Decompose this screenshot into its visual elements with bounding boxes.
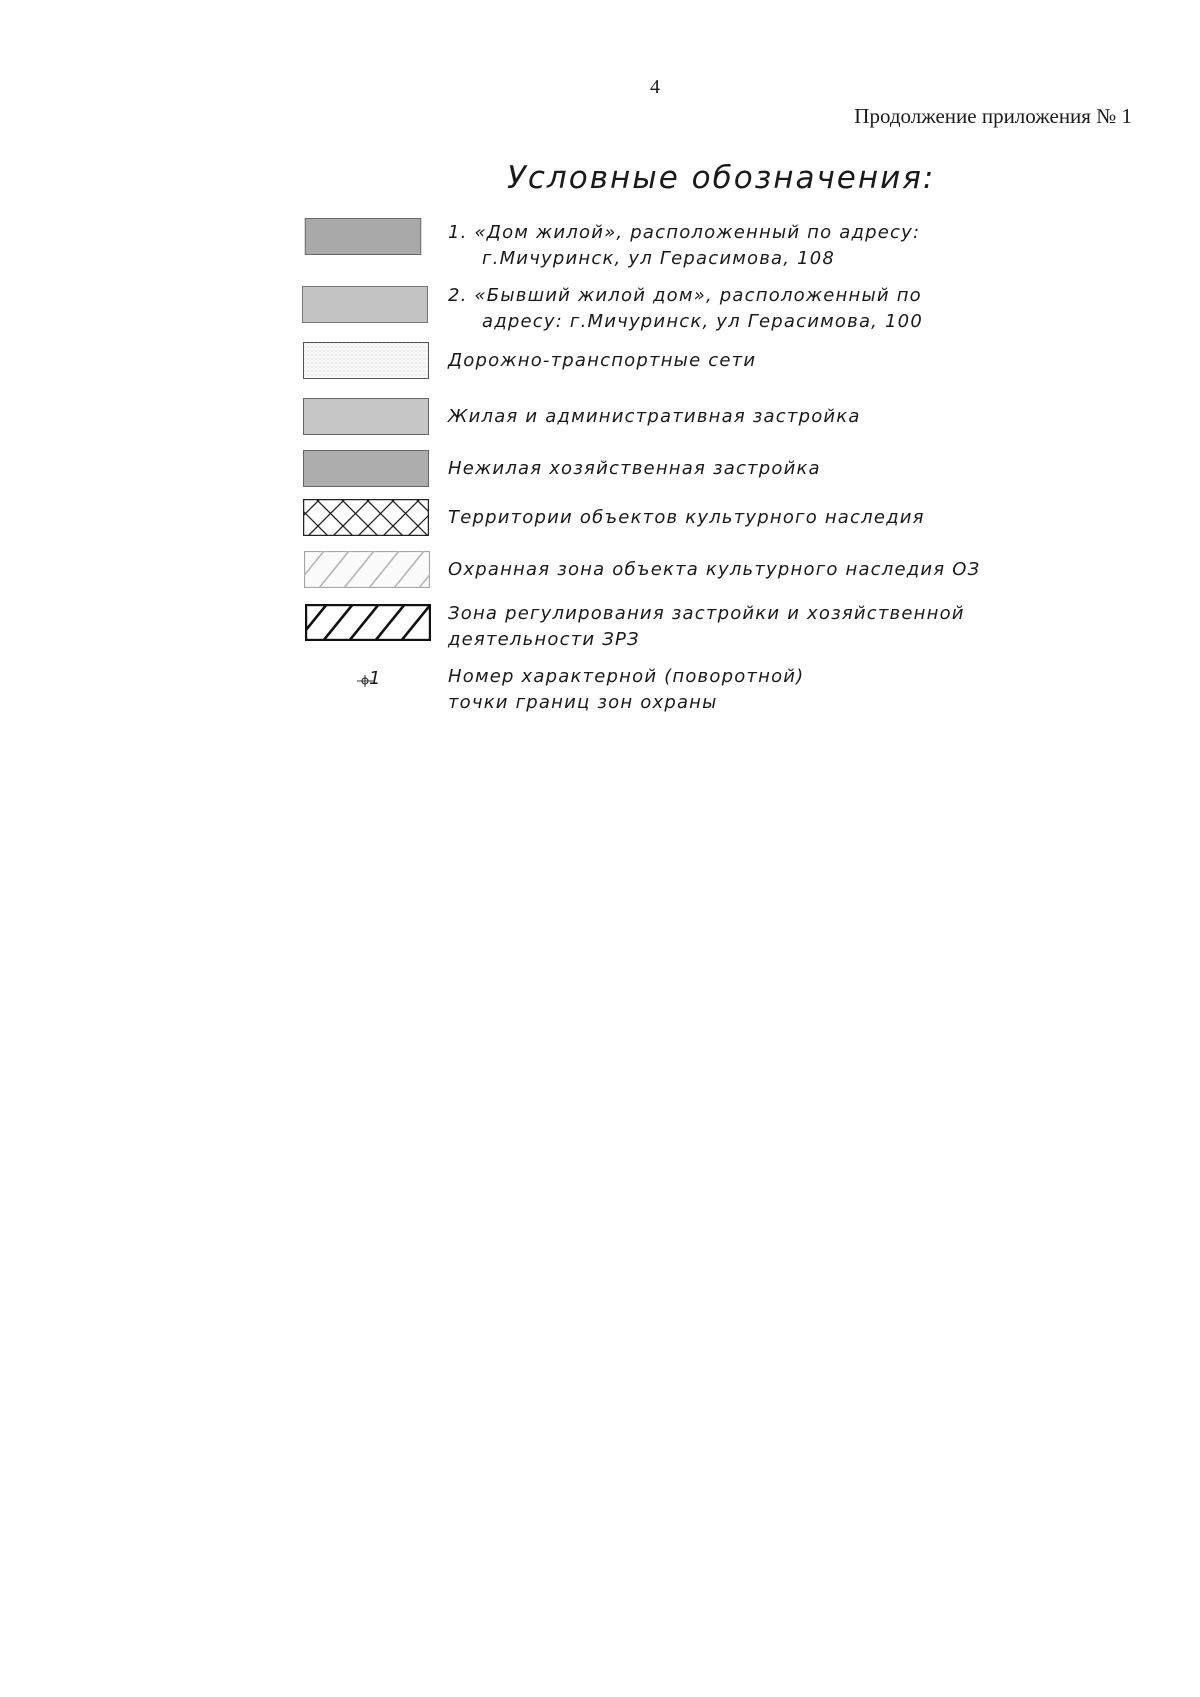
legend-item-1-line2: г.Мичуринск, ул Герасимова, 108 bbox=[482, 248, 836, 269]
legend-text-turning-point bbox=[448, 664, 804, 716]
legend-swatch-roads bbox=[303, 342, 429, 379]
legend-text-nonresidential: Нежилая хозяйственная застройка bbox=[448, 458, 821, 479]
legend-item-1-line1: «Дом жилой», расположенный по адресу: bbox=[474, 222, 921, 243]
legend-swatch-nonresidential bbox=[303, 450, 429, 487]
legend-item-2-number: 2. bbox=[448, 285, 468, 306]
page-number: 4 bbox=[650, 76, 660, 98]
legend-item-9-line1: Номер характерной (поворотной) bbox=[448, 666, 805, 687]
legend-text-cultural-heritage: Территории объектов культурного наследия bbox=[448, 507, 925, 528]
legend-item-8-line1: Зона регулирования застройки и хозяйственной bbox=[448, 603, 965, 624]
legend-swatch-byvshiy-dom bbox=[302, 286, 428, 323]
legend-text-residential: Жилая и административная застройка bbox=[448, 406, 861, 427]
continuation-heading: Продолжение приложения № 1 bbox=[854, 104, 1132, 128]
legend-item-9-line2: точки границ зон охраны bbox=[448, 692, 718, 713]
legend-item-2-line2: адресу: г.Мичуринск, ул Герасимова, 100 bbox=[482, 311, 923, 332]
turning-point-label: 1 bbox=[369, 668, 381, 689]
legend-item-8-line2: деятельности ЗРЗ bbox=[448, 629, 640, 650]
legend-text-roads: Дорожно-транспортные сети bbox=[448, 350, 757, 371]
legend-item-1-number: 1. bbox=[448, 222, 468, 243]
legend-swatch-dom-zhiloy bbox=[300, 218, 426, 255]
legend-swatch-cultural-heritage bbox=[303, 499, 429, 536]
legend-text-item-1 bbox=[448, 220, 920, 272]
legend-swatch-protection-zone bbox=[304, 551, 430, 588]
legend-swatch-regulation-zone bbox=[305, 604, 431, 641]
legend-text-protection-zone: Охранная зона объекта культурного наследия ОЗ bbox=[448, 559, 981, 580]
legend-text-regulation-zone bbox=[448, 601, 965, 653]
legend-text-item-2 bbox=[448, 283, 923, 335]
legend-item-2-line1: «Бывший жилой дом», расположенный по bbox=[474, 285, 922, 306]
legend-title: Условные обозначения: bbox=[507, 160, 936, 196]
legend-swatch-residential bbox=[303, 398, 429, 435]
